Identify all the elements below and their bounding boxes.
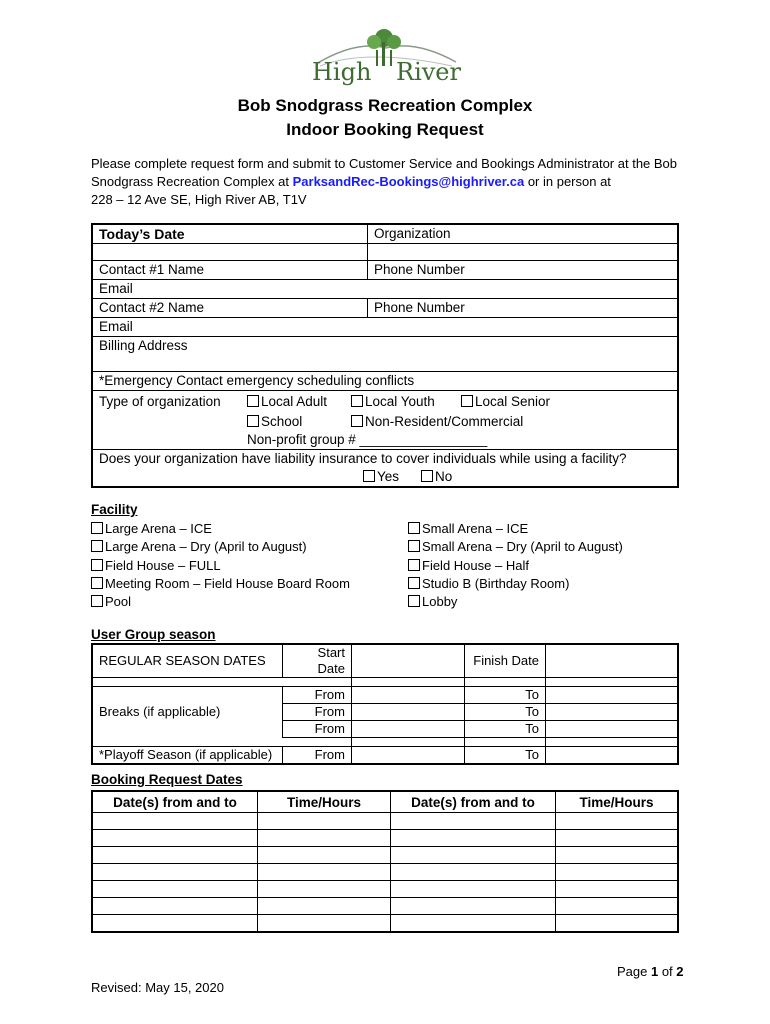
- to-input[interactable]: [546, 721, 679, 738]
- page-title: Bob Snodgrass Recreation Complex: [237, 96, 533, 115]
- intro-text-2: or in person at: [524, 174, 611, 189]
- org-type-label: Type of organization: [99, 394, 221, 409]
- email1-label[interactable]: Email: [92, 280, 678, 299]
- form-spacer: [92, 244, 368, 261]
- table-row: [92, 847, 678, 864]
- intro-text: Please complete request form and submit to Customer Service and Bookings Administrator at the Bob Snodgrass Recreation Complex at: [91, 156, 678, 189]
- todays-date-label[interactable]: Today’s Date: [99, 226, 185, 242]
- intro-paragraph: [91, 155, 691, 209]
- checkbox[interactable]: [91, 577, 103, 589]
- facility-option[interactable]: Pool: [91, 593, 350, 611]
- facility-option[interactable]: Lobby: [408, 593, 623, 611]
- table-row: [92, 898, 678, 915]
- from-input[interactable]: [352, 721, 465, 738]
- booking-heading: Booking Request Dates: [91, 772, 243, 787]
- facility-option[interactable]: Large Arena – ICE: [91, 520, 350, 538]
- checkbox[interactable]: [351, 395, 363, 407]
- start-date-input[interactable]: [352, 644, 465, 678]
- insurance-question: Does your organization have liability insurance to cover individuals while using a facility?: [92, 450, 678, 469]
- checkbox[interactable]: [91, 595, 103, 607]
- checkbox[interactable]: [91, 559, 103, 571]
- facility-heading: Facility: [91, 502, 138, 517]
- regular-season-label: REGULAR SEASON DATES: [92, 644, 283, 678]
- to-input[interactable]: [546, 704, 679, 721]
- insurance-yes[interactable]: Yes: [363, 468, 399, 486]
- to-input[interactable]: [546, 747, 679, 765]
- phone1-label[interactable]: Phone Number: [368, 261, 679, 280]
- finish-date-label: Finish Date: [465, 644, 546, 678]
- start-date-label: Start Date: [283, 644, 352, 678]
- facility-left-list: [91, 520, 350, 611]
- logo-text-river: River: [396, 58, 461, 86]
- insurance-answer-row: [92, 468, 678, 487]
- to-label: To: [465, 687, 546, 704]
- org-type-school[interactable]: School: [247, 413, 302, 431]
- playoff-label: *Playoff Season (if applicable): [92, 747, 283, 765]
- checkbox[interactable]: [247, 395, 259, 407]
- facility-option[interactable]: Large Arena – Dry (April to August): [91, 538, 350, 556]
- facility-option[interactable]: Meeting Room – Field House Board Room: [91, 575, 350, 593]
- to-label: To: [465, 704, 546, 721]
- page-subtitle: Indoor Booking Request: [286, 120, 484, 139]
- from-label: From: [283, 687, 352, 704]
- facility-option[interactable]: Studio B (Birthday Room): [408, 575, 623, 593]
- booking-col-dates: Date(s) from and to: [92, 791, 258, 813]
- address-text: 228 – 12 Ave SE, High River AB, T1V: [91, 192, 307, 207]
- from-input[interactable]: [352, 704, 465, 721]
- checkbox[interactable]: [363, 470, 375, 482]
- facility-right-list: [408, 520, 623, 611]
- high-river-logo: [306, 22, 466, 92]
- booking-table: [91, 790, 679, 933]
- from-label: From: [283, 721, 352, 738]
- table-row: [92, 881, 678, 898]
- contact-form: [91, 223, 679, 488]
- booking-col-time-2: Time/Hours: [556, 791, 679, 813]
- org-type-non-resident[interactable]: Non-Resident/Commercial: [351, 413, 523, 431]
- table-row: [92, 915, 678, 933]
- booking-col-dates-2: Date(s) from and to: [391, 791, 556, 813]
- booking-col-time: Time/Hours: [258, 791, 391, 813]
- checkbox[interactable]: [421, 470, 433, 482]
- season-table: [91, 643, 679, 765]
- checkbox[interactable]: [351, 415, 363, 427]
- checkbox[interactable]: [247, 415, 259, 427]
- email2-label[interactable]: Email: [92, 318, 678, 337]
- email-link[interactable]: ParksandRec-Bookings@highriver.ca: [292, 174, 525, 189]
- facility-option[interactable]: Field House – FULL: [91, 557, 350, 575]
- page-number: Page 1 of 2: [617, 964, 684, 979]
- from-input[interactable]: [352, 687, 465, 704]
- facility-option[interactable]: Field House – Half: [408, 557, 623, 575]
- to-input[interactable]: [546, 687, 679, 704]
- facility-option[interactable]: Small Arena – Dry (April to August): [408, 538, 623, 556]
- finish-date-input[interactable]: [546, 644, 679, 678]
- org-type-local-adult[interactable]: Local Adult: [247, 393, 327, 411]
- checkbox[interactable]: [408, 577, 420, 589]
- table-row: [92, 864, 678, 881]
- billing-address-label[interactable]: Billing Address: [92, 337, 678, 372]
- emergency-contact-label[interactable]: *Emergency Contact emergency scheduling conflicts: [92, 372, 678, 391]
- contact1-name-label[interactable]: Contact #1 Name: [99, 262, 205, 277]
- checkbox[interactable]: [461, 395, 473, 407]
- checkbox[interactable]: [408, 559, 420, 571]
- org-type-row: [92, 391, 678, 450]
- from-input[interactable]: [352, 747, 465, 765]
- checkbox[interactable]: [408, 595, 420, 607]
- from-label: From: [283, 704, 352, 721]
- org-type-local-senior[interactable]: Local Senior: [461, 393, 550, 411]
- facility-option[interactable]: Small Arena – ICE: [408, 520, 623, 538]
- checkbox[interactable]: [408, 522, 420, 534]
- to-label: To: [465, 721, 546, 738]
- organization-label[interactable]: Organization: [368, 224, 679, 244]
- breaks-label: Breaks (if applicable): [92, 687, 283, 738]
- season-heading: User Group season: [91, 627, 216, 642]
- checkbox[interactable]: [91, 522, 103, 534]
- phone2-label[interactable]: Phone Number: [368, 299, 679, 318]
- org-type-local-youth[interactable]: Local Youth: [351, 393, 435, 411]
- table-row: [92, 813, 678, 830]
- nonprofit-field[interactable]: Non-profit group # _________________: [247, 432, 488, 447]
- insurance-no[interactable]: No: [421, 468, 452, 486]
- to-label: To: [465, 747, 546, 765]
- revised-date: Revised: May 15, 2020: [91, 980, 224, 995]
- logo-text-high: High: [312, 58, 372, 86]
- contact2-name-label[interactable]: Contact #2 Name: [92, 299, 368, 318]
- checkbox[interactable]: [408, 540, 420, 552]
- checkbox[interactable]: [91, 540, 103, 552]
- from-label: From: [314, 747, 345, 762]
- table-row: [92, 830, 678, 847]
- form-spacer: [368, 244, 679, 261]
